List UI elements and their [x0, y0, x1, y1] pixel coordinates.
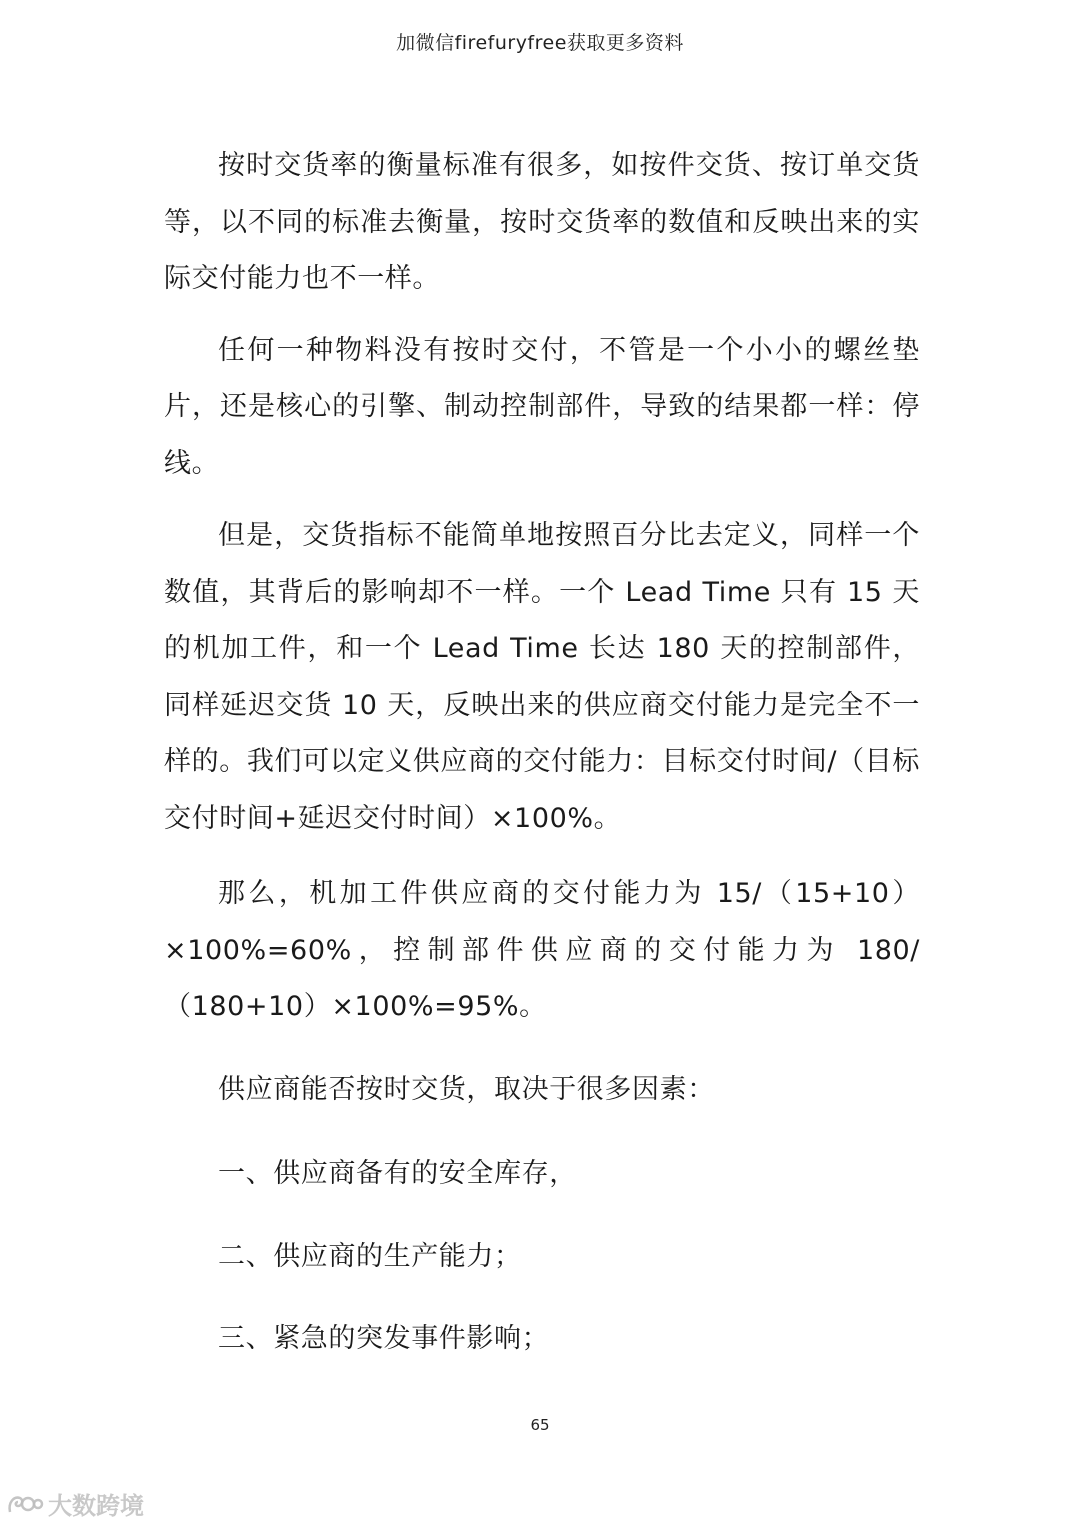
paragraph-2: 任何一种物料没有按时交付，不管是一个小小的螺丝垫片，还是核心的引擎、制动控制部件，导致的结果都一样：停线。: [164, 334, 920, 479]
document-body: [164, 138, 920, 1368]
page-number: 65: [530, 1416, 550, 1434]
paragraph-5: 供应商能否按时交货，取决于很多因素：: [218, 1073, 715, 1105]
paragraph-4: 那么，机加工件供应商的交付能力为 15/（15+10）×100%=60%，控制部件供应商的交付能力为 180/（180+10）×100%=95%。: [164, 878, 920, 1022]
page-header: 加微信firefuryfree获取更多资料: [396, 32, 684, 54]
list-item-2: 二、供应商的生产能力；: [218, 1240, 522, 1272]
list-item-1: 一、供应商备有的安全库存，: [218, 1158, 577, 1189]
paragraph-1: 按时交货率的衡量标准有很多，如按件交货、按订单交货等，以不同的标准去衡量，按时交货率的数值和反映出来的实际交付能力也不一样。: [164, 150, 920, 294]
list-item-3: 三、紧急的突发事件影响；: [218, 1323, 550, 1354]
watermark-text: 大数跨境: [48, 1492, 144, 1520]
logo-icon: [6, 1492, 44, 1516]
watermark: [6, 1486, 144, 1521]
paragraph-3: 但是，交货指标不能简单地按照百分比去定义，同样一个数值，其背后的影响却不一样。一个 Lead Time 只有 15 天的机加工件，和一个 Lead Time 长达 180 天的控制部件，同样延迟交货 10 天，反映出来的供应商交付能力是完全不一样的。我们可以定义供应商的交付能力：目标交付时间/（目标交付时间+延迟交付时间）×100%。: [164, 520, 920, 834]
